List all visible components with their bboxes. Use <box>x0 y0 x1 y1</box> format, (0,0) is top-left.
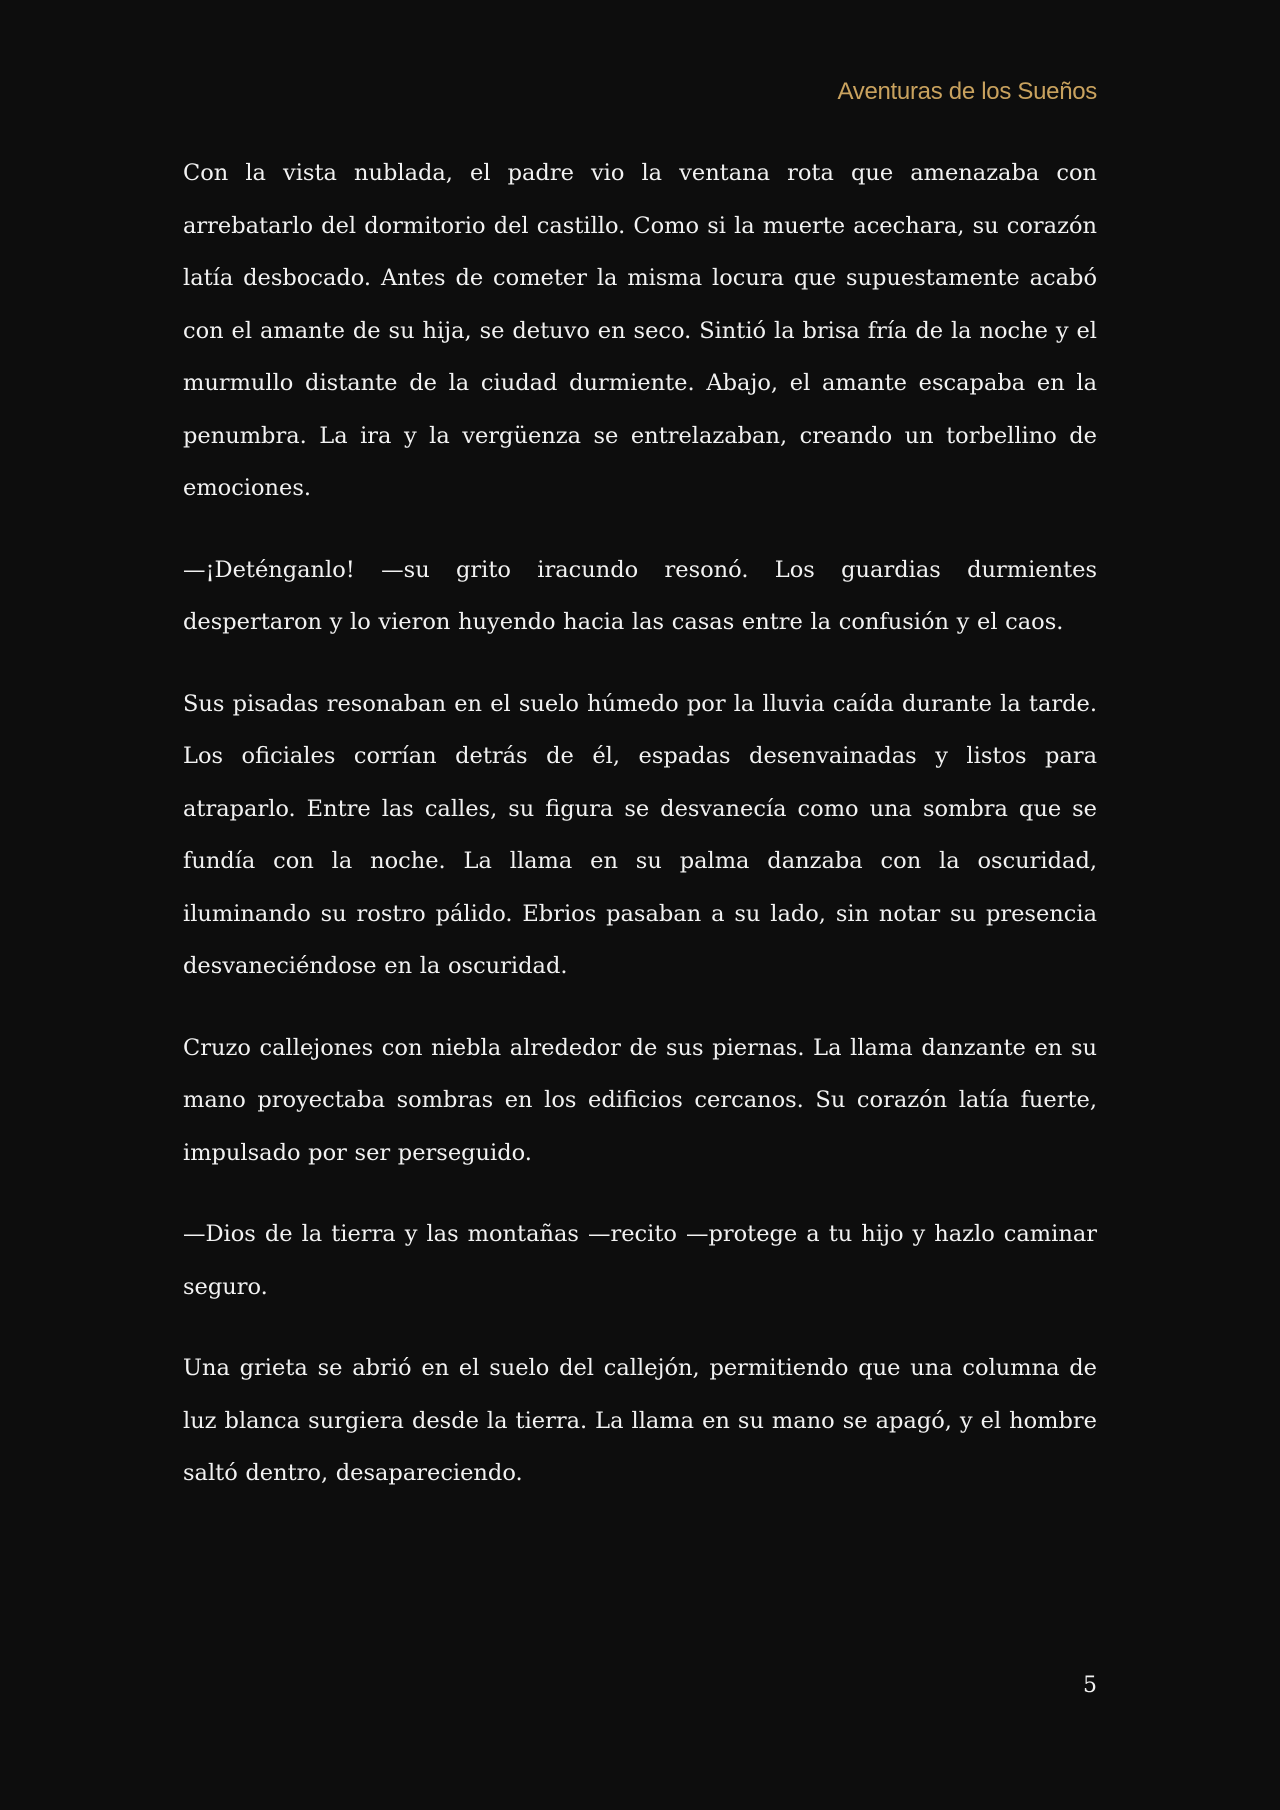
book-page <box>183 0 1097 1810</box>
paragraph-1: Con la vista nublada, el padre vio la ventana rota que amenazaba con arrebatarlo del dormitorio del castillo. Como si la muerte acechara, su corazón latía desbocado. Antes de cometer la misma locura que supuestamente acabó con el amante de su hija, se detuvo en seco. Sintió la brisa fría de la noche y el murmullo distante de la ciudad durmiente. Abajo, el amante escapaba en la penumbra. La ira y la vergüenza se entrelazaban, creando un torbellino de emociones. <box>183 160 1097 501</box>
page-number: 5 <box>1083 1673 1097 1698</box>
paragraph-3: Sus pisadas resonaban en el suelo húmedo por la lluvia caída durante la tarde. Los oficiales corrían detrás de él, espadas desenvainadas y listos para atraparlo. Entre las calles, su figura se desvanecía como una sombra que se fundía con la noche. La llama en su palma danzaba con la oscuridad, iluminando su rostro pálido. Ebrios pasaban a su lado, sin notar su presencia desvaneciéndose en la oscuridad. <box>183 690 1097 979</box>
paragraph-5: —Dios de la tierra y las montañas —recito —protege a tu hijo y hazlo caminar seguro. <box>183 1221 1097 1300</box>
paragraph-2: —¡Deténganlo! —su grito iracundo resonó. Los guardias durmientes despertaron y lo vieron huyendo hacia las casas entre la confusión y el caos. <box>183 556 1097 635</box>
paragraph-6: Una grieta se abrió en el suelo del callejón, permitiendo que una columna de luz blanca surgiera desde la tierra. La llama en su mano se apagó, y el hombre saltó dentro, desapareciendo. <box>183 1355 1097 1486</box>
chapter-body <box>183 147 1097 1529</box>
running-header-title: Aventuras de los Sueños <box>837 78 1097 105</box>
paragraph-4: Cruzo callejones con niebla alrededor de sus piernas. La llama danzante en su mano proyectaba sombras en los edificios cercanos. Su corazón latía fuerte, impulsado por ser perseguido. <box>183 1034 1097 1166</box>
